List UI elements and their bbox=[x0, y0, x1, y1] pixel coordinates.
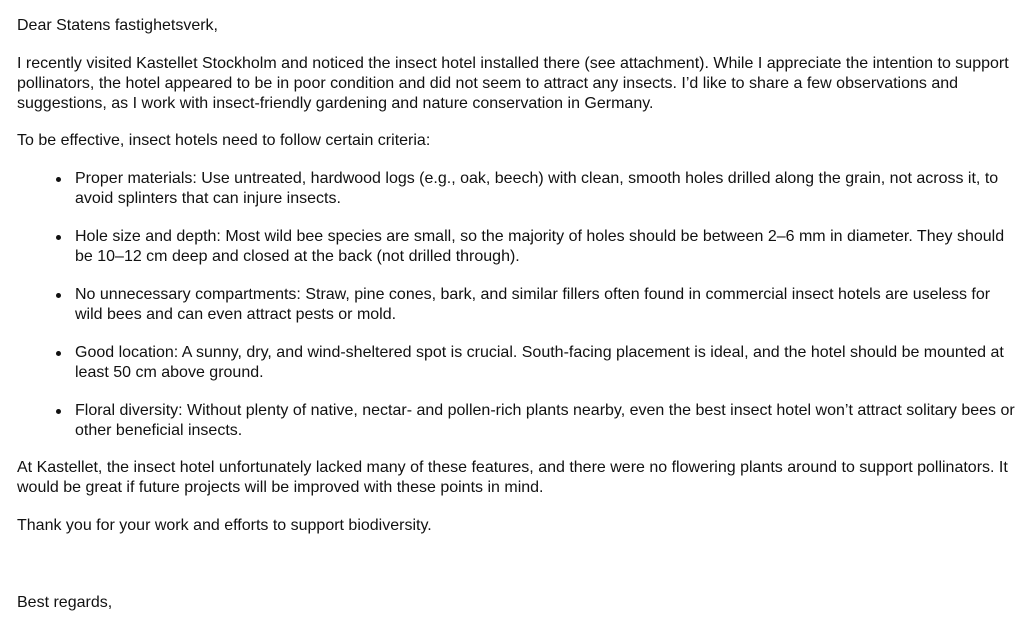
criteria-text: Hole size and depth: Most wild bee species are small, so the majority of holes should be between 2–6 mm in diameter. They should be 10–12 cm deep and closed at the back (not drilled through). bbox=[75, 228, 1005, 265]
criteria-item bbox=[17, 401, 1017, 441]
criteria-item bbox=[17, 343, 1017, 383]
greeting: Dear Statens fastighetsverk, bbox=[17, 17, 218, 34]
criteria-text: Good location: A sunny, dry, and wind-sheltered spot is crucial. South-facing placement is ideal, and the hotel should be mounted at least 50 cm above ground. bbox=[75, 344, 1004, 381]
sign-off: Best regards, bbox=[17, 594, 113, 611]
criteria-item bbox=[17, 169, 1017, 209]
intro-paragraph: I recently visited Kastellet Stockholm and noticed the insect hotel installed there (see attachment). While I appreciate the intention to support pollinators, the hotel appeared to be in poor condition and did not seem to attract any insects. I’d like to share a few observations and suggestions, as I work with insect-friendly gardening and nature conservation in Germany. bbox=[17, 55, 1009, 112]
bullet-icon bbox=[56, 235, 61, 240]
bullet-icon bbox=[56, 293, 61, 298]
bullet-icon bbox=[56, 177, 61, 182]
criteria-item bbox=[17, 227, 1017, 267]
criteria-text: No unnecessary compartments: Straw, pine cones, bark, and similar fillers often found in commercial insect hotels are useless for wild bees and can even attract pests or mold. bbox=[75, 286, 991, 323]
criteria-text: Floral diversity: Without plenty of native, nectar- and pollen-rich plants nearby, even the best insect hotel won’t attract solitary bees or other beneficial insects. bbox=[75, 402, 1015, 439]
criteria-lead: To be effective, insect hotels need to follow certain criteria: bbox=[17, 132, 431, 149]
criteria-text: Proper materials: Use untreated, hardwood logs (e.g., oak, beech) with clean, smooth holes drilled along the grain, not across it, to avoid splinters that can injure insects. bbox=[75, 170, 999, 207]
bullet-icon bbox=[56, 351, 61, 356]
criteria-list bbox=[17, 169, 1017, 441]
criteria-item bbox=[17, 285, 1017, 325]
letter-body bbox=[17, 16, 1017, 613]
closing-paragraph: At Kastellet, the insect hotel unfortunately lacked many of these features, and there were no flowering plants around to support pollinators. It would be great if future projects will be improved with these points in mind. bbox=[17, 459, 1008, 496]
bullet-icon bbox=[56, 409, 61, 414]
thanks-line: Thank you for your work and efforts to support biodiversity. bbox=[17, 517, 432, 534]
